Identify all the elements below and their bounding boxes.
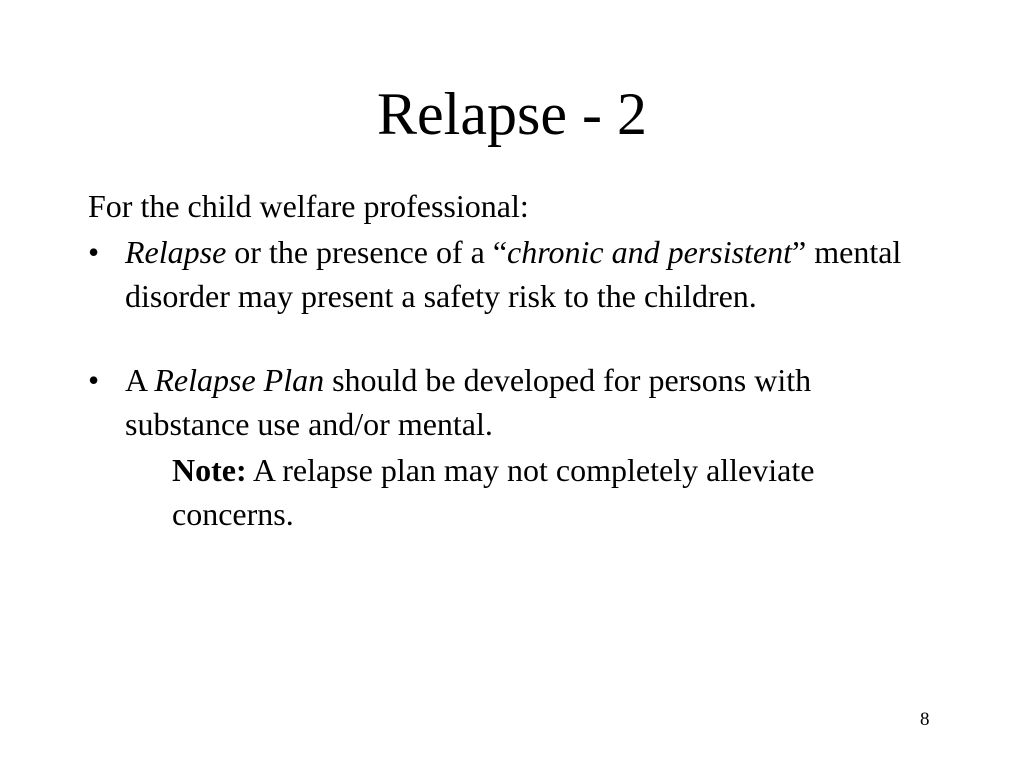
bullet2-italic-relapse-plan: Relapse Plan — [154, 362, 325, 398]
bullet1-text-b: ” mental disorder may present a safety risk to the children. — [125, 234, 902, 314]
note-paragraph — [172, 448, 852, 536]
spacer — [88, 318, 928, 358]
intro-text: For the child welfare professional: — [88, 188, 529, 224]
bullet-icon: • — [88, 362, 100, 398]
bullet2-text-a: A — [125, 362, 155, 398]
bullet1-italic-relapse: Relapse — [125, 234, 227, 270]
bullet-item-relapse — [88, 230, 928, 318]
bullet1-italic-chronic: chronic and persistent — [507, 234, 793, 270]
bullet2-text-b: should be developed for persons with substance use and/or mental. — [125, 362, 812, 442]
bullet-item-relapse-plan — [88, 358, 928, 446]
page-number: 8 — [920, 709, 930, 730]
note-text: A relapse plan may not completely alleviate concerns. — [172, 452, 815, 532]
slide-title: Relapse - 2 — [377, 81, 647, 147]
bullet1-text-a: or the presence of a “ — [226, 234, 508, 270]
slide-body — [88, 184, 928, 536]
bullet-icon: • — [88, 234, 100, 270]
note-label: Note: — [172, 452, 247, 488]
